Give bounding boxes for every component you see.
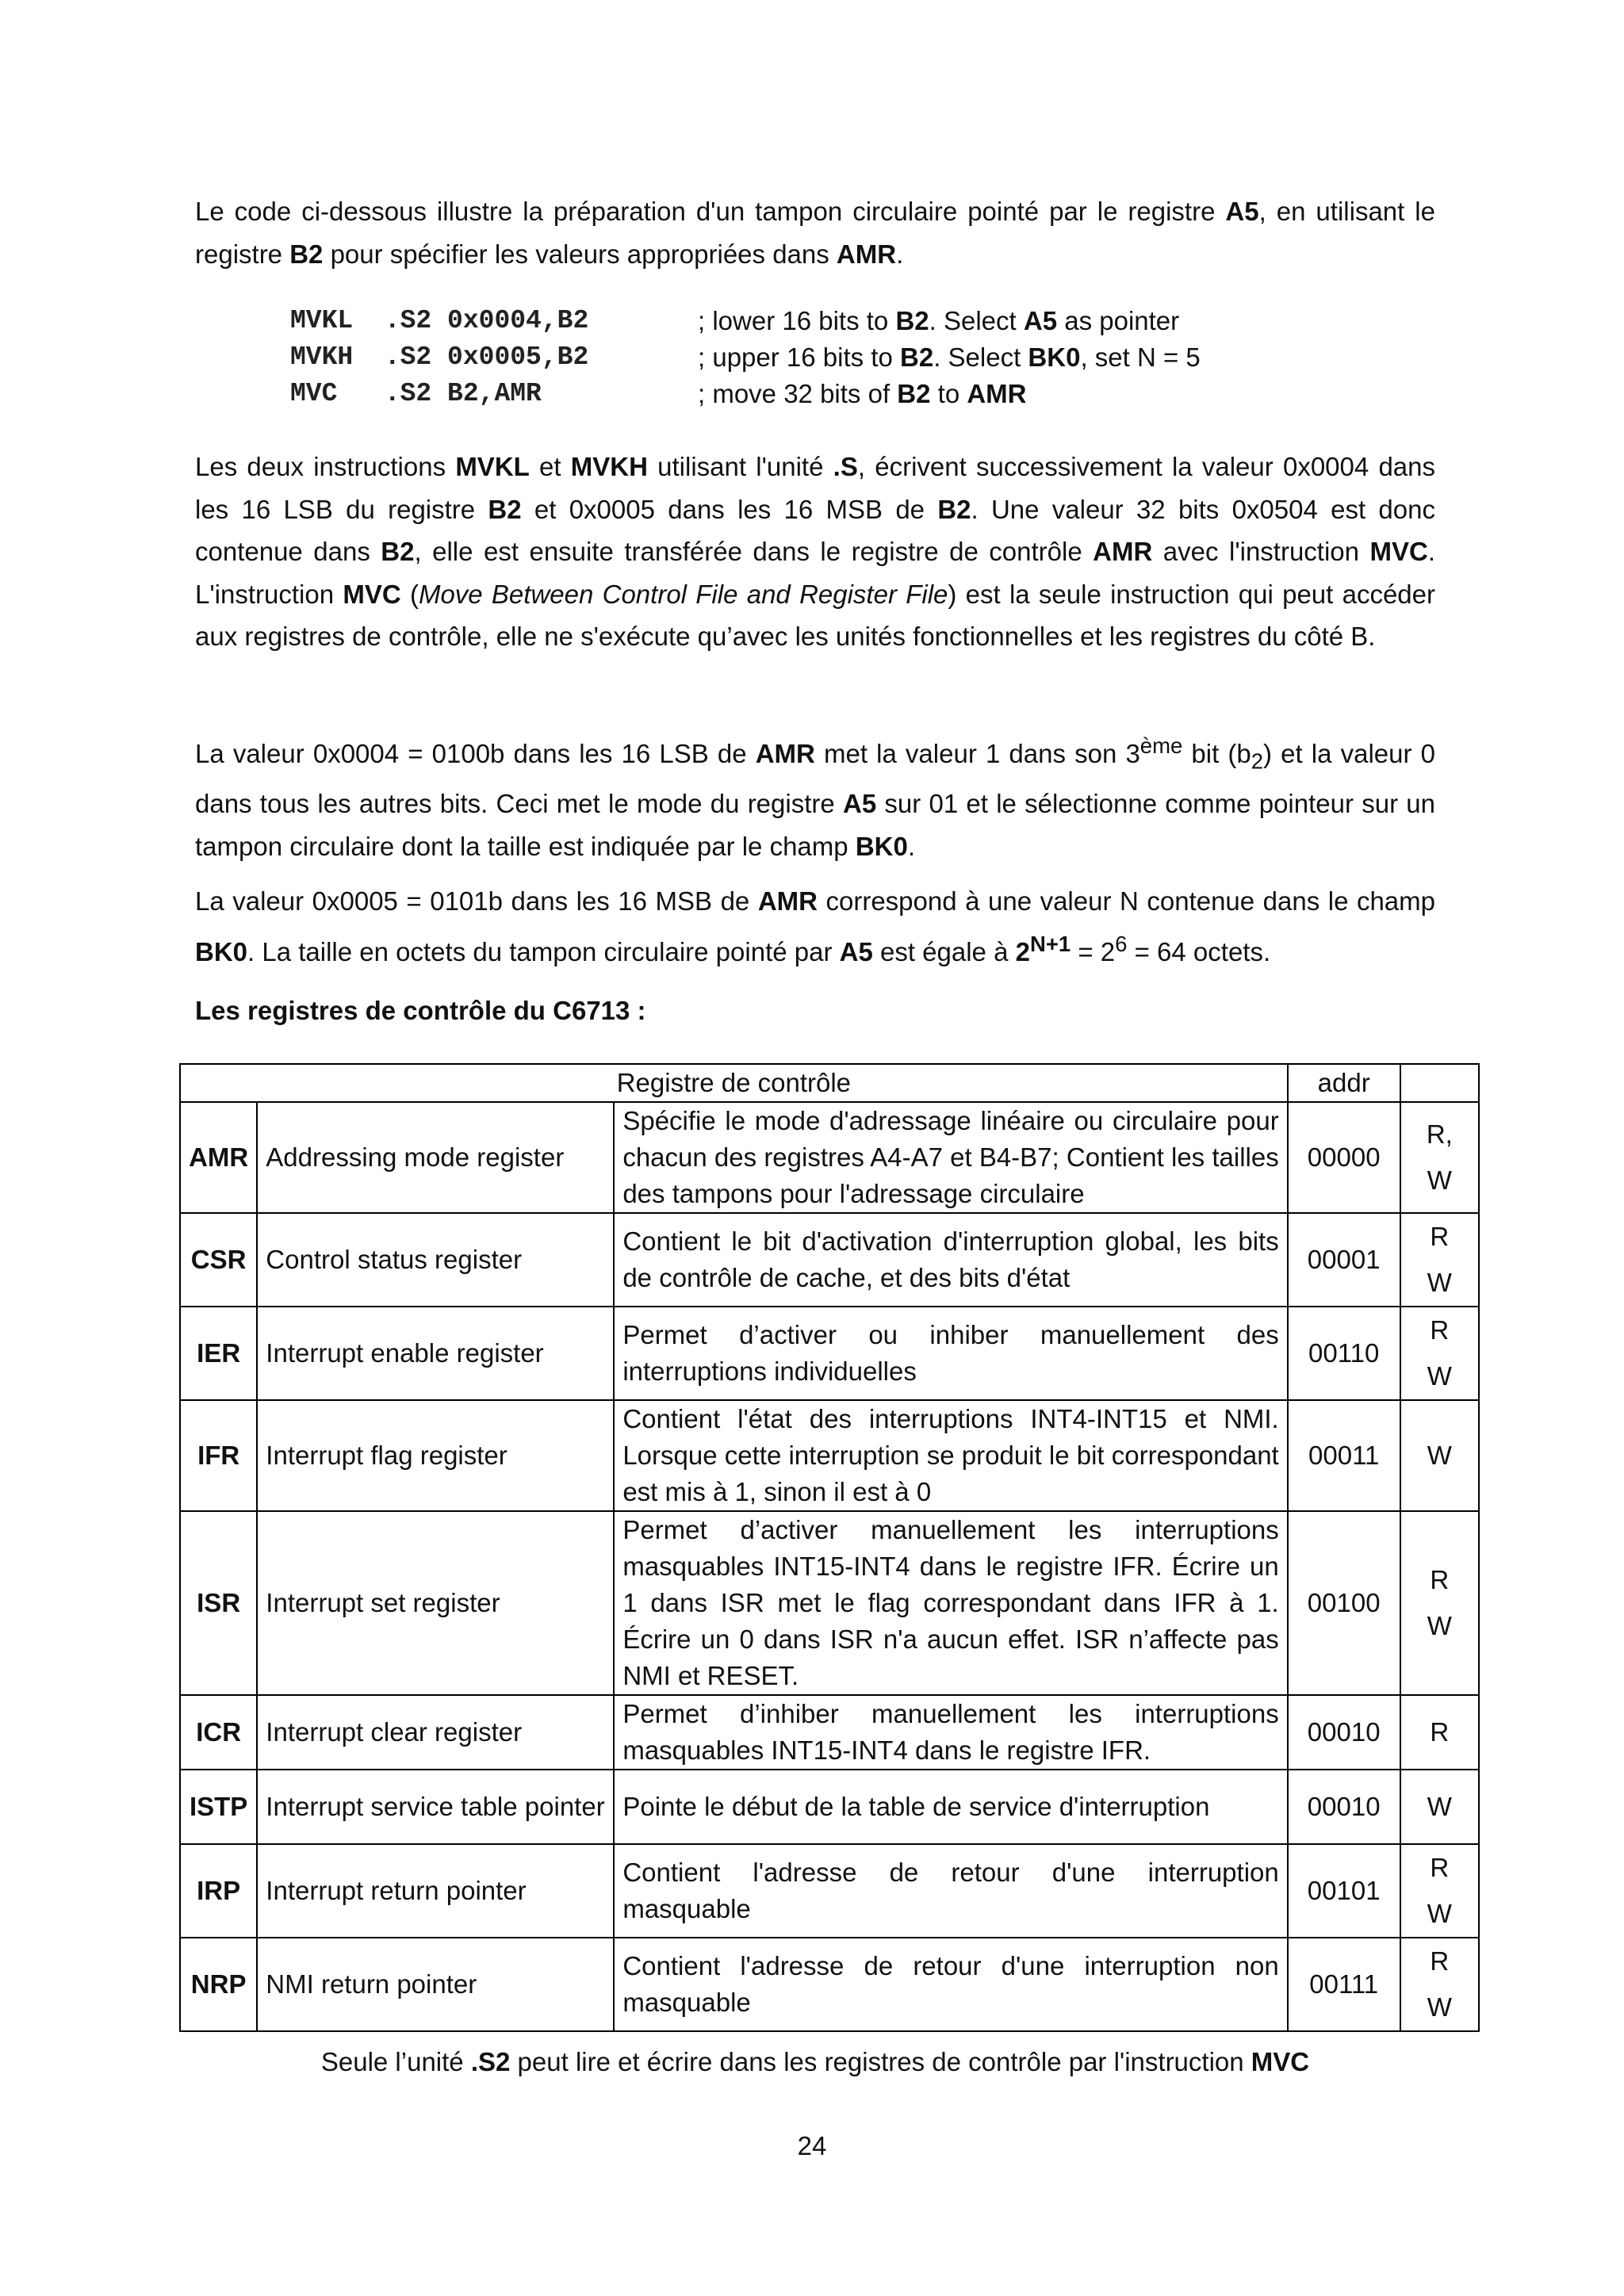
register-rw: R, W	[1400, 1102, 1479, 1213]
register-abbr: CSR	[180, 1213, 257, 1307]
register-name: Interrupt service table pointer	[257, 1770, 614, 1844]
register-desc: Permet d’inhiber manuellement les interruptions masquables INT15-INT4 dans le registre IFR.	[614, 1695, 1287, 1770]
table-row	[180, 1102, 1479, 1213]
code-line: MVKL .S2 0x0004,B2 ; lower 16 bits to B2. Select A5 as pointer	[290, 306, 1180, 335]
register-rw: W	[1400, 1770, 1479, 1844]
table-row	[180, 1307, 1479, 1400]
register-name: Interrupt enable register	[257, 1307, 614, 1400]
register-rw: R W	[1400, 1938, 1479, 2031]
register-addr: 00110	[1288, 1307, 1400, 1400]
register-name: Addressing mode register	[257, 1102, 614, 1213]
register-desc: Contient le bit d'activation d'interruption global, les bits de contrôle de cache, et des bits d'état	[614, 1213, 1287, 1307]
table-header-row	[180, 1064, 1479, 1102]
register-desc: Permet d’activer ou inhiber manuellement des interruptions individuelles	[614, 1307, 1287, 1400]
code-line: MVKH .S2 0x0005,B2 ; upper 16 bits to B2. Select BK0, set N = 5	[290, 342, 1201, 372]
header-registre: Registre de contrôle	[180, 1064, 1288, 1102]
table-row	[180, 1844, 1479, 1938]
register-desc: Contient l'adresse de retour d'une interruption non masquable	[614, 1938, 1287, 2031]
register-name: Interrupt return pointer	[257, 1844, 614, 1938]
register-name: Control status register	[257, 1213, 614, 1307]
control-registers-table	[179, 1063, 1480, 2032]
paragraph-mvkl-mvkh: Les deux instructions MVKL et MVKH utilisant l'unité .S, écrivent successivement la valeur 0x0004 dans les 16 LSB du registre B2 et 0x0005 dans les 16 MSB de B2. Une valeur 32 bits 0x0504 est donc contenue dans B2, elle est ensuite transférée dans le registre de contrôle AMR avec l'instruction MVC. L'instruction MVC (Move Between Control File and Register File) est la seule instruction qui peut accéder aux registres de contrôle, elle ne s'exécute qu’avec les unités fonctionnelles et les registres du côté B.	[195, 452, 1436, 651]
register-name: Interrupt set register	[257, 1511, 614, 1695]
register-name: Interrupt clear register	[257, 1695, 614, 1770]
register-name: Interrupt flag register	[257, 1400, 614, 1511]
register-addr: 00000	[1288, 1102, 1400, 1213]
register-desc: Contient l'adresse de retour d'une interruption masquable	[614, 1844, 1287, 1938]
register-abbr: AMR	[180, 1102, 257, 1213]
register-abbr: ISTP	[180, 1770, 257, 1844]
table-row	[180, 1511, 1479, 1695]
table-row	[180, 1938, 1479, 2031]
register-rw: R	[1400, 1695, 1479, 1770]
register-abbr: ISR	[180, 1511, 257, 1695]
table-row	[180, 1400, 1479, 1511]
register-abbr: ICR	[180, 1695, 257, 1770]
register-rw: W	[1400, 1400, 1479, 1511]
register-rw: R W	[1400, 1511, 1479, 1695]
register-desc: Permet d’activer manuellement les interruptions masquables INT15-INT4 dans le registre IFR. Écrire un 1 dans ISR met le flag correspondant dans IFR à 1. Écrire un 0 dans ISR n'a aucun effet. ISR n’affecte pas NMI et RESET.	[614, 1511, 1287, 1695]
page-number: 24	[797, 2131, 827, 2160]
register-rw: R W	[1400, 1213, 1479, 1307]
register-addr: 00100	[1288, 1511, 1400, 1695]
register-desc: Spécifie le mode d'adressage linéaire ou circulaire pour chacun des registres A4-A7 et B4-B7; Contient les tailles des tampons pour l'adressage circulaire	[614, 1102, 1287, 1213]
code-line: MVC .S2 B2,AMR ; move 32 bits of B2 to AMR	[290, 379, 1027, 408]
register-rw: R W	[1400, 1844, 1479, 1938]
table-note: Seule l’unité .S2 peut lire et écrire dans les registres de contrôle par l'instruction MVC	[320, 2047, 1310, 2076]
table-row	[180, 1770, 1479, 1844]
register-abbr: IFR	[180, 1400, 257, 1511]
register-abbr: NRP	[180, 1938, 257, 2031]
register-desc: Contient l'état des interruptions INT4-INT15 et NMI. Lorsque cette interruption se produit le bit correspondant est mis à 1, sinon il est à 0	[614, 1400, 1287, 1511]
header-addr: addr	[1288, 1064, 1400, 1102]
register-addr: 00001	[1288, 1213, 1400, 1307]
register-rw: R W	[1400, 1307, 1479, 1400]
paragraph-lsb: La valeur 0x0004 = 0100b dans les 16 LSB de AMR met la valeur 1 dans son 3ème bit $(b_2)$ et la valeur 0 dans tous les autres bits. Ceci met le mode du registre A5 sur 01 et le sélectionne comme pointeur sur un tampon circulaire dont la taille est indiquée par le champ BK0.	[195, 733, 1435, 861]
register-desc: Pointe le début de la table de service d'interruption	[614, 1770, 1287, 1844]
header-rw	[1400, 1064, 1479, 1102]
register-name: NMI return pointer	[257, 1938, 614, 2031]
table-row	[180, 1695, 1479, 1770]
register-addr: 00101	[1288, 1844, 1400, 1938]
code-listing	[290, 303, 1440, 412]
register-addr: 00111	[1288, 1938, 1400, 2031]
register-addr: 00010	[1288, 1770, 1400, 1844]
register-abbr: IRP	[180, 1844, 257, 1938]
intro-paragraph: Le code ci-dessous illustre la préparation d'un tampon circulaire pointé par le registre A5, en utilisant le registre B2 pour spécifier les valeurs appropriées dans AMR.	[195, 197, 1435, 269]
register-addr: 00010	[1288, 1695, 1400, 1770]
paragraph-msb: La valeur 0x0005 = 0101b dans les 16 MSB de AMR correspond à une valeur N contenue dans le champ BK0. La taille en octets du tampon circulaire pointé par A5 est égale à $2^{N+1} = 2^6 = 64$ octets.	[195, 886, 1435, 966]
section-heading: Les registres de contrôle du C6713 :	[195, 996, 646, 1025]
table-row	[180, 1213, 1479, 1307]
register-addr: 00011	[1288, 1400, 1400, 1511]
register-abbr: IER	[180, 1307, 257, 1400]
